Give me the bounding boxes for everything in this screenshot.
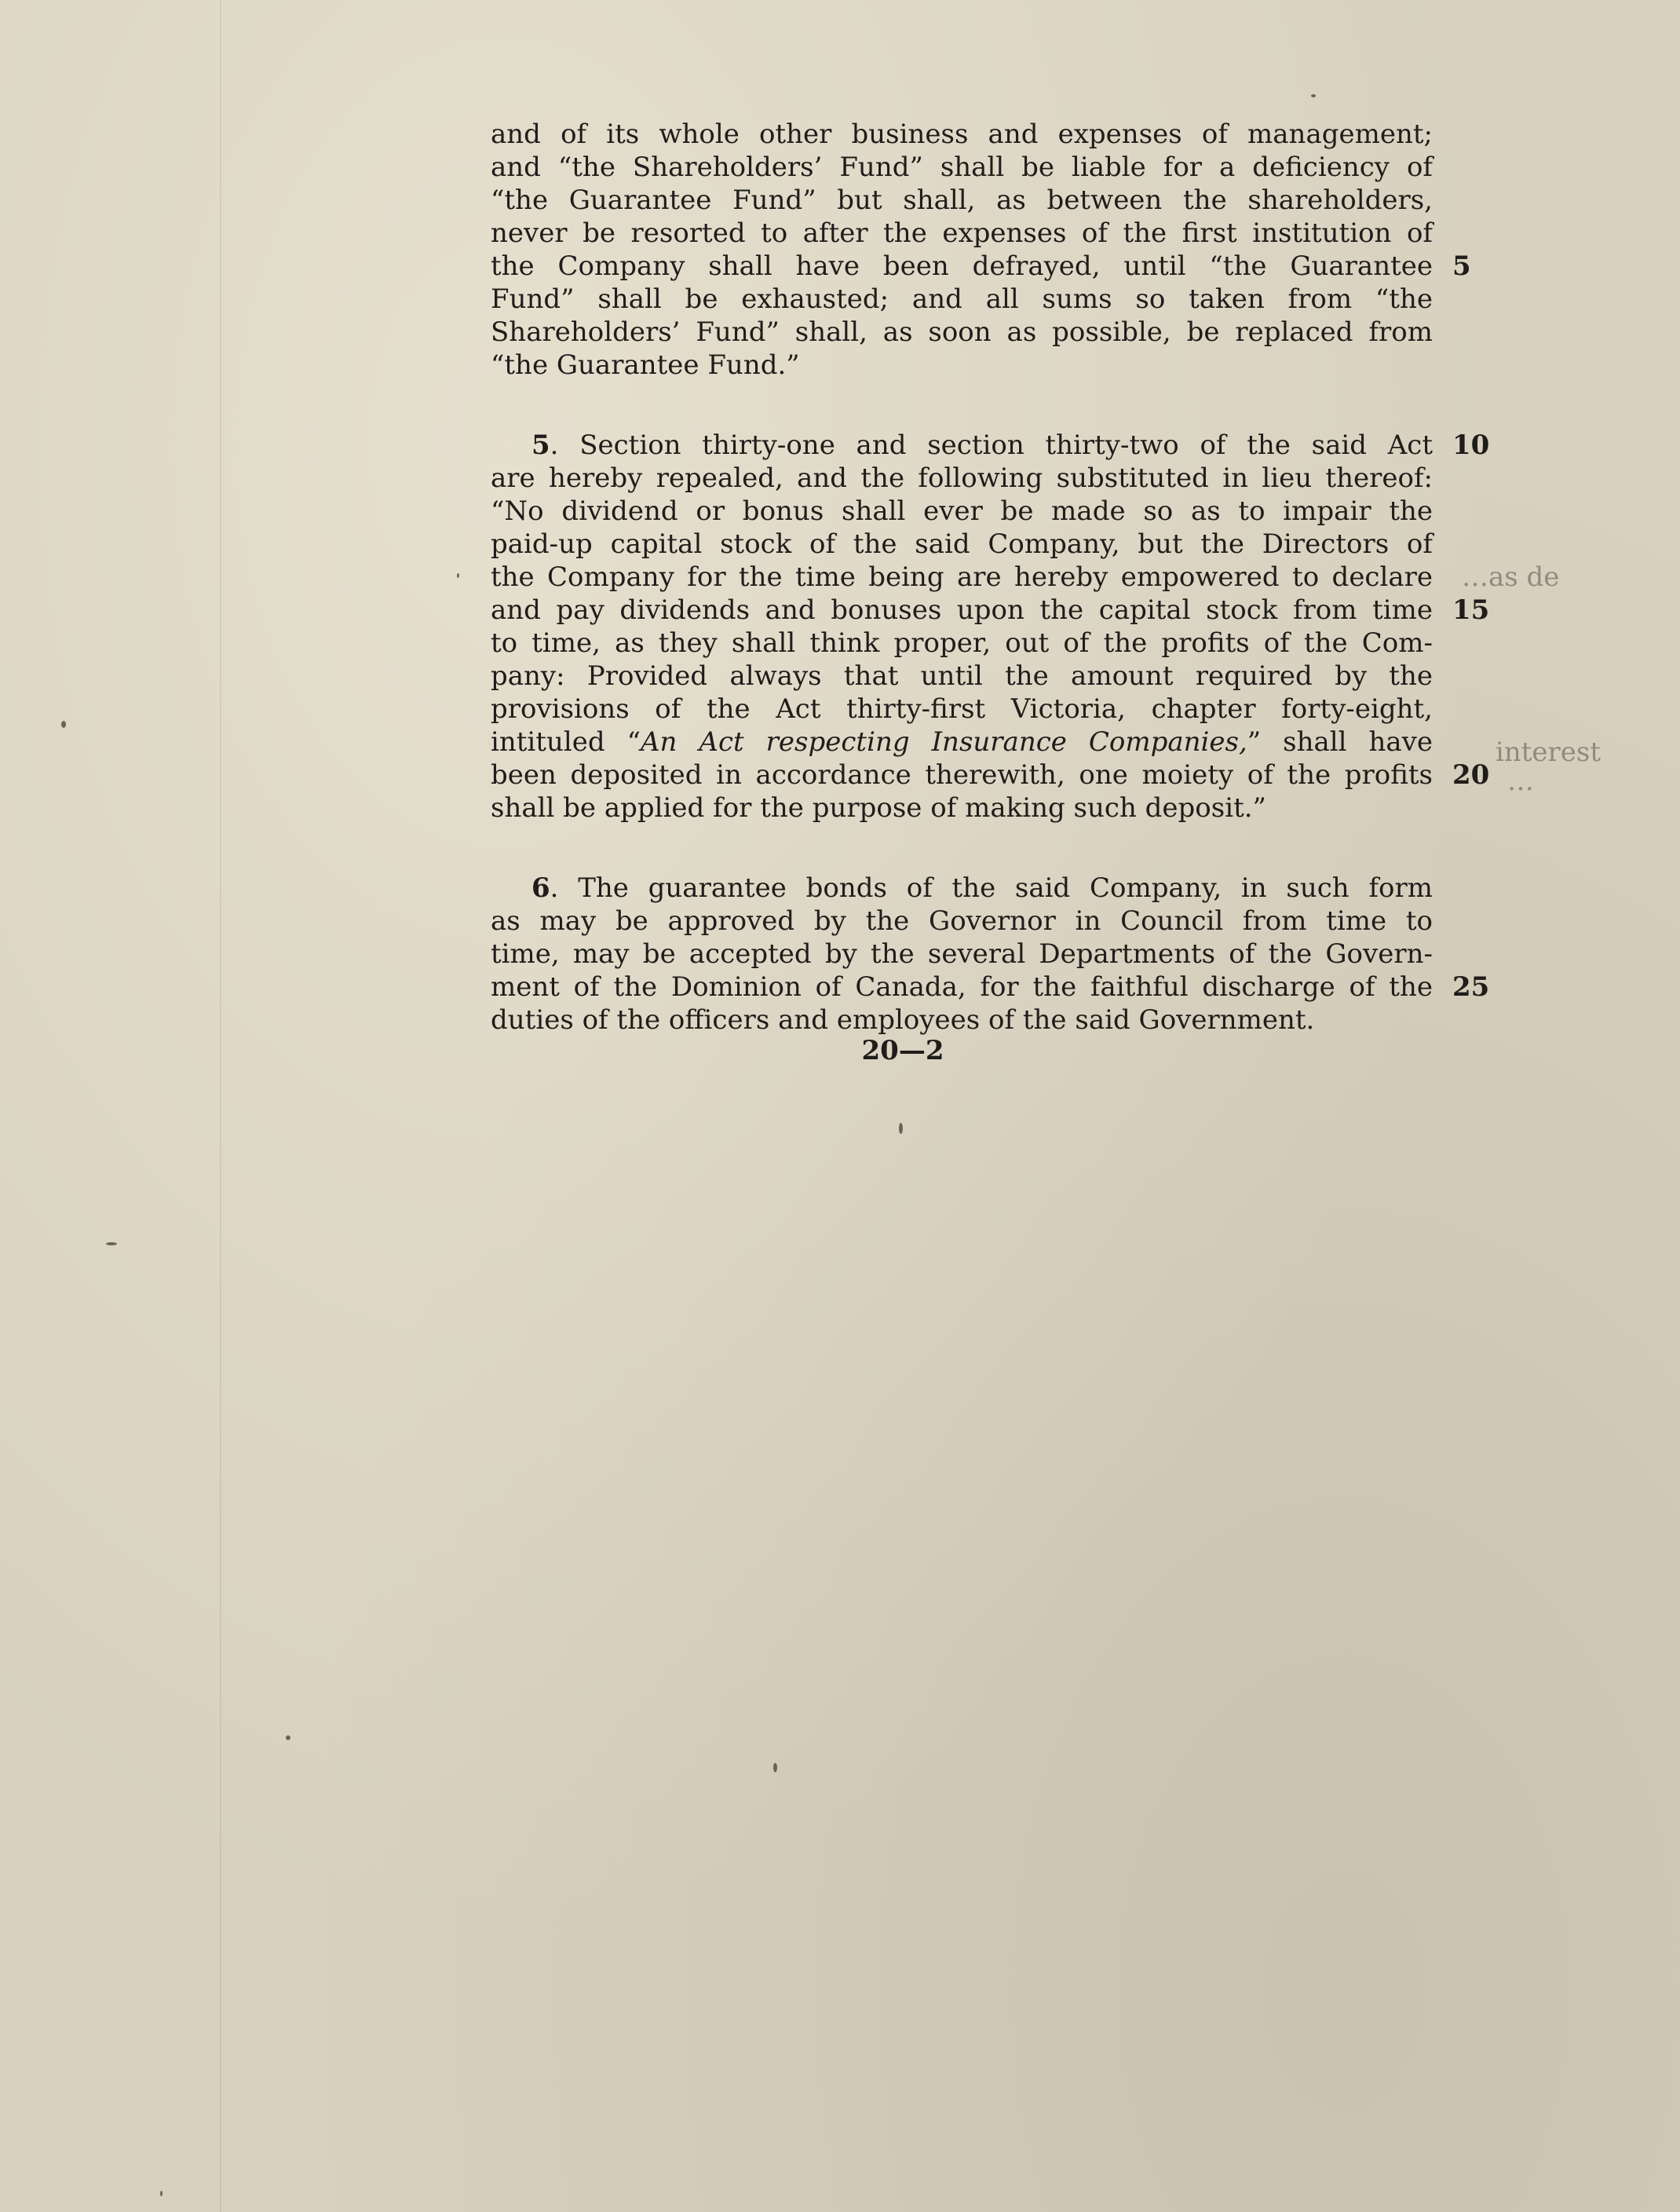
paper-speck: [61, 721, 66, 728]
text-line: and pay dividends and bonuses upon the capital stock from time 15: [491, 594, 1490, 626]
text-line: ment of the Dominion of Canada, for the faithful discharge of the 25: [491, 971, 1490, 1003]
text-line: “the Guarantee Fund.”: [491, 349, 800, 381]
text-line: and “the Shareholders’ Fund” shall be liable for a deficiency of: [491, 152, 1433, 183]
text-line: “the Guarantee Fund” but shall, as between the shareholders,: [491, 185, 1433, 216]
line-number: 20: [1452, 759, 1490, 791]
text-block: [491, 118, 1490, 1037]
text-line: are hereby repealed, and the following substituted in lieu thereof:: [491, 463, 1433, 494]
paper-speck: [160, 2191, 163, 2196]
section-number: 5: [531, 430, 550, 461]
line-number: 5: [1452, 250, 1471, 282]
text-line: provisions of the Act thirty-first Victoria, chapter forty-eight,: [491, 693, 1433, 725]
bleed-through-text: …: [1507, 766, 1534, 797]
section-number: 6: [531, 872, 550, 904]
section-6-heading-line: 6. The guarantee bonds of the said Company, in such form: [531, 872, 1433, 904]
line-number: 15: [1452, 594, 1490, 626]
text-line: time, may be accepted by the several Departments of the Govern-: [491, 938, 1433, 970]
text-line: “No dividend or bonus shall ever be made so as to impair the: [491, 495, 1433, 527]
page-signature: 20—2: [861, 1035, 944, 1066]
section-5-heading-line: 5. Section thirty-one and section thirty-two of the said Act 10: [531, 430, 1490, 461]
paper-speck: [1311, 94, 1316, 97]
text-line: never be resorted to after the expenses of the first institution of: [491, 218, 1433, 249]
text-line: paid-up capital stock of the said Company, but the Directors of: [491, 528, 1433, 560]
bleed-through-text: …as de: [1462, 561, 1560, 593]
text-line: the Company shall have been defrayed, until “the Guarantee 5: [491, 250, 1471, 282]
paper-speck: [457, 573, 459, 578]
act-title: An Act respecting Insurance Companies,: [641, 726, 1247, 758]
line-number: 25: [1452, 971, 1490, 1003]
paper-speck: [899, 1123, 903, 1134]
paper-speck: [773, 1763, 777, 1772]
line-number: 10: [1452, 430, 1490, 461]
paper-speck: [106, 1242, 117, 1245]
text-line: Fund” shall be exhausted; and all sums so taken from “the: [491, 283, 1433, 315]
page-fold-shadow: [220, 0, 221, 2212]
text-line: Shareholders’ Fund” shall, as soon as possible, be replaced from: [491, 316, 1433, 348]
bleed-through-text: interest: [1496, 737, 1601, 768]
text-line: to time, as they shall think proper, out of the profits of the Com-: [491, 627, 1433, 659]
text-line: shall be applied for the purpose of making such deposit.”: [491, 792, 1266, 824]
paper-speck: [286, 1735, 290, 1740]
text-line: as may be approved by the Governor in Council from time to: [491, 905, 1433, 937]
text-line: and of its whole other business and expenses of management;: [491, 119, 1433, 150]
text-line: pany: Provided always that until the amount required by the: [491, 660, 1433, 692]
text-line: intituled “An Act respecting Insurance Companies,” shall have: [491, 726, 1433, 758]
text-line: the Company for the time being are hereby empowered to declare: [491, 561, 1433, 593]
text-line: been deposited in accordance therewith, one moiety of the profits 20: [491, 759, 1490, 791]
text-line: duties of the officers and employees of the said Government.: [491, 1004, 1315, 1036]
